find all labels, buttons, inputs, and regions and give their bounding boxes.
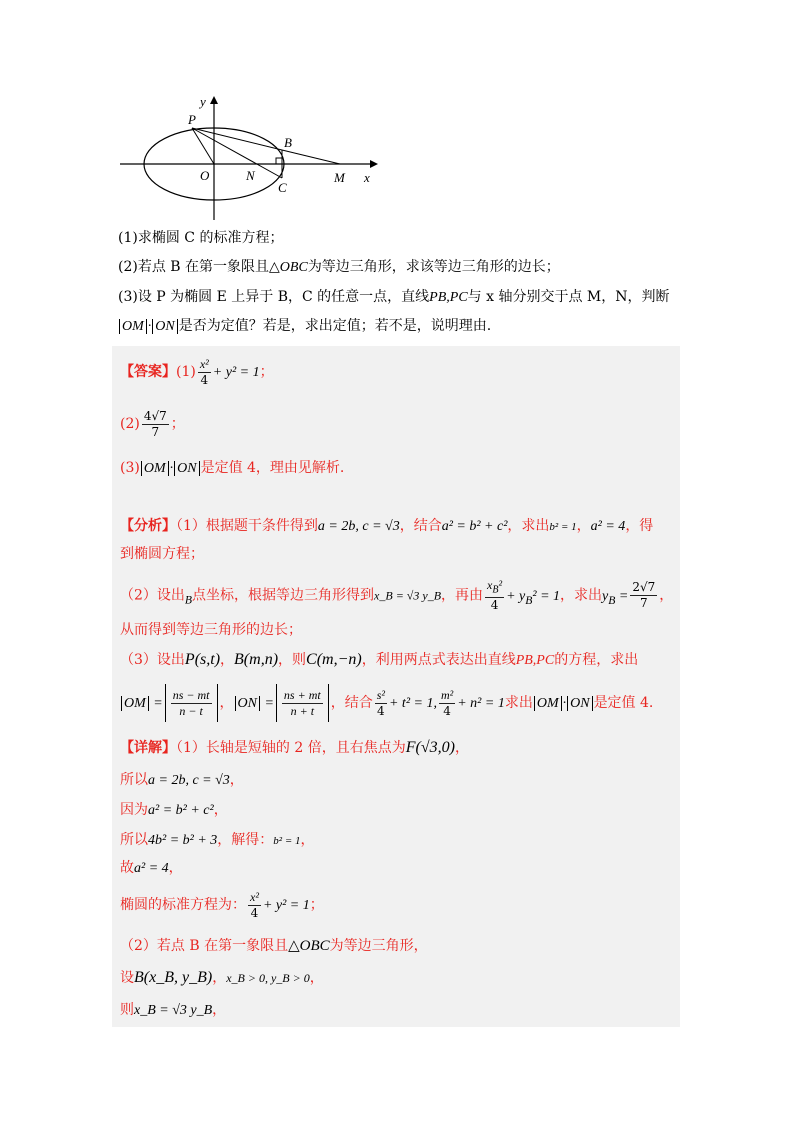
- y-axis-arrow: [210, 96, 218, 104]
- analysis-line-6: OM = $\frac{ns - mt}{n - t}$ ， ON = $\frac{ns + mt}{n + t}$ ，结合 $\frac{\text{s²}}{4}$ + t² = 1, $\frac{\text{m²}}{4}$ + n² = 1求出 OM · ON 是定值 4.: [120, 684, 653, 723]
- segment-PO: [192, 128, 214, 164]
- detail-line-2: 所以a = 2b, c = √3，: [120, 772, 244, 788]
- x-axis-arrow: [370, 160, 378, 168]
- detail-line-3: 因为a² = b² + c²，: [120, 802, 228, 818]
- question-3-cont: OM · ON 是否为定值？若是，求出定值；若不是，说明理由.: [118, 316, 491, 337]
- right-angle-mark: [276, 158, 282, 164]
- segment-PB: [192, 128, 282, 150]
- analysis-line-5: （3）设出P(s,t)，B(m,n)，则C(m,−n)，利用两点式表达出直线PB,PC的方程，求出: [120, 651, 639, 668]
- detail-line-8: 设B(x_B, y_B)，x_B > 0, y_B > 0，: [120, 969, 324, 986]
- detail-line-7: （2）若点 B 在第一象限且△OBC为等边三角形，: [120, 938, 428, 954]
- label-C: C: [278, 180, 287, 195]
- ellipse-figure: [118, 92, 380, 222]
- label-M: M: [334, 170, 345, 185]
- analysis-line-2: 到椭圆方程；: [120, 546, 204, 562]
- question-2: (2)若点 B 在第一象限且△OBC为等边三角形，求该等边三角形的边长；: [118, 259, 560, 275]
- answer-line-2: (2) $\frac{4√7}{7}$ ；: [120, 408, 185, 439]
- label-N: N: [246, 168, 255, 183]
- detail-line-6: 椭圆的标准方程为： $\frac{\text{x²}}{4}$ + y² = 1；: [120, 889, 324, 920]
- answer-line-3: (3) OM · ON 是定值 4，理由见解析.: [120, 460, 345, 476]
- question-1: (1)求椭圆 C 的标准方程；: [118, 230, 284, 246]
- answer-line-1: 【答案】(1) $\frac{\text{x²}}{4}$ + y² = 1；: [120, 356, 274, 387]
- detail-line-1: 【详解】（1）长轴是短轴的 2 倍，且右焦点为F(√3,0)，: [120, 739, 469, 756]
- detail-line-5: 故a² = 4，: [120, 860, 183, 876]
- label-P: P: [188, 112, 196, 127]
- analysis-line-4: 从而得到等边三角形的边长；: [120, 622, 302, 638]
- analysis-line-3: （2）设出$_B$点坐标，根据等边三角形得到x_B = √3 y_B，再由 $\frac{x_B^2}{4}$ + $y_B^2 = 1$，求出$y_B$ = $\frac{2√7}{7}$ ，: [120, 578, 674, 613]
- question-3: (3)设 P 为椭圆 E 上异于 B，C 的任意一点，直线PB,PC与 x 轴分别交于点 M，N，判断: [118, 289, 670, 305]
- detail-line-9: 则x_B = √3 y_B，: [120, 1002, 227, 1018]
- label-y: y: [200, 94, 206, 109]
- segment-BM: [282, 150, 340, 164]
- label-x: x: [364, 170, 370, 185]
- label-B: B: [284, 135, 292, 150]
- label-O: O: [200, 168, 210, 183]
- detail-line-4: 所以4b² = b² + 3，解得：b² = 1，: [120, 832, 315, 848]
- analysis-line-1: 【分析】（1）根据题干条件得到a = 2b, c = √3，结合a² = b² + c²，求出b² = 1，a² = 4，得: [120, 518, 654, 534]
